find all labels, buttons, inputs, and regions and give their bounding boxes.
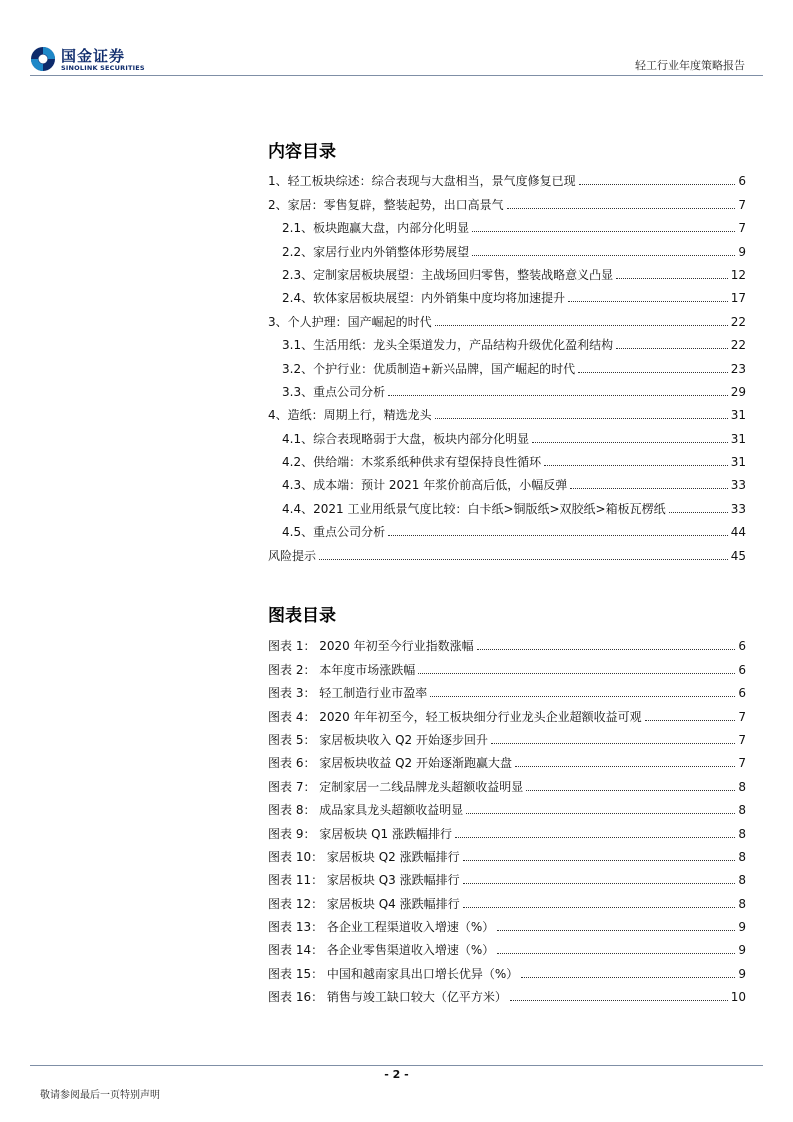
dot-leader [435,325,728,326]
contents-entry-page: 17 [730,291,746,306]
contents-entry-page: 6 [738,174,746,189]
dot-leader [579,184,736,185]
dot-leader [526,790,735,791]
figures-list [268,630,746,1004]
figure-entry[interactable] [268,934,746,957]
contents-entry[interactable] [268,516,746,539]
figure-entry-page: 9 [738,943,746,958]
figure-entry-text: 图表 1： 2020 年初至今行业指数涨幅 [268,639,474,654]
contents-entry-page: 12 [730,267,746,282]
header-divider [30,75,763,76]
figure-entry-page: 6 [738,686,746,701]
dot-leader [472,231,735,232]
figure-entry-page: 8 [738,779,746,794]
figure-entry[interactable] [268,981,746,1004]
contents-entry-page: 44 [730,525,746,540]
dot-leader [418,673,735,674]
contents-entry[interactable] [268,235,746,258]
dot-leader [515,766,735,767]
figure-entry-text: 图表 13： 各企业工程渠道收入增速（%） [268,920,495,935]
contents-title: 内容目录 [268,142,336,162]
contents-entry-page: 31 [730,455,746,470]
contents-entry-page: 45 [730,548,746,563]
contents-entry[interactable] [268,259,746,282]
contents-entry-text: 2.1、板块跑赢大盘，内部分化明显 [282,221,470,236]
contents-entry-page: 22 [730,338,746,353]
figure-entry[interactable] [268,770,746,793]
figure-entry-page: 9 [738,966,746,981]
contents-entry-page: 7 [738,221,746,236]
report-title: 轻工行业年度策略报告 [635,59,745,72]
figures-title: 图表目录 [268,606,336,626]
figure-entry-page: 6 [738,639,746,654]
dot-leader [497,953,735,954]
dot-leader [435,418,728,419]
figure-entry[interactable] [268,653,746,676]
figure-entry[interactable] [268,864,746,887]
dot-leader [507,208,736,209]
contents-entry-page: 29 [730,384,746,399]
contents-entry[interactable] [268,492,746,515]
figure-entry-text: 图表 12： 家居板块 Q4 涨跌幅排行 [268,896,460,911]
contents-entry[interactable] [268,399,746,422]
figure-entry[interactable] [268,794,746,817]
figure-entry-text: 图表 11： 家居板块 Q3 涨跌幅排行 [268,873,460,888]
contents-entry-page: 31 [730,408,746,423]
dot-leader [388,395,728,396]
contents-list [268,165,746,563]
figure-entry-text: 图表 14： 各企业零售渠道收入增速（%） [268,943,495,958]
dot-leader [455,837,735,838]
contents-entry-text: 2、家居：零售复辟，整装起势，出口高景气 [268,197,504,212]
sinolink-logo-icon [30,46,56,72]
contents-entry-page: 31 [730,431,746,446]
contents-entry-text: 4.5、重点公司分析 [282,525,386,540]
figure-entry[interactable] [268,887,746,910]
dot-leader [645,720,736,721]
figure-entry-text: 图表 2： 本年度市场涨跌幅 [268,662,416,677]
contents-entry-text: 2.2、家居行业内外销整体形势展望 [282,244,470,259]
dot-leader [463,883,736,884]
dot-leader [430,696,735,697]
figure-entry[interactable] [268,911,746,934]
figure-entry[interactable] [268,630,746,653]
figure-entry[interactable] [268,841,746,864]
figure-entry-text: 图表 15： 中国和越南家具出口增长优异（%） [268,966,519,981]
contents-entry[interactable] [268,352,746,375]
figure-entry-page: 10 [730,990,746,1005]
contents-entry-text: 3.3、重点公司分析 [282,384,386,399]
contents-entry[interactable] [268,212,746,235]
figure-entry-text: 图表 10： 家居板块 Q2 涨跌幅排行 [268,849,460,864]
dot-leader [544,465,728,466]
footer-disclaimer: 敬请参阅最后一页特别声明 [40,1090,160,1101]
figure-entry-page: 8 [738,826,746,841]
figure-entry-page: 7 [738,732,746,747]
page-number: - 2 - [384,1068,409,1081]
dot-leader [616,348,728,349]
dot-leader [568,301,728,302]
dot-leader [491,743,735,744]
dot-leader [463,860,736,861]
contents-entry-text: 4.3、成本端：预计 2021 年浆价前高后低，小幅反弹 [282,478,568,493]
contents-entry-page: 9 [738,244,746,259]
contents-entry[interactable] [268,376,746,399]
figure-entry[interactable] [268,677,746,700]
figure-entry[interactable] [268,700,746,723]
figure-entry-page: 8 [738,873,746,888]
logo-chinese-name: 国金证券 [61,47,126,65]
page-header [0,0,793,80]
figure-entry-page: 9 [738,920,746,935]
contents-entry-text: 3、个人护理：国产崛起的时代 [268,314,432,329]
contents-entry-page: 22 [730,314,746,329]
contents-entry-text: 4.1、综合表现略弱于大盘，板块内部分化明显 [282,431,530,446]
figure-entry-text: 图表 3： 轻工制造行业市盈率 [268,686,428,701]
contents-entry[interactable] [268,422,746,445]
figure-entry-text: 图表 8： 成品家具龙头超额收益明显 [268,803,464,818]
contents-entry-page: 23 [730,361,746,376]
contents-entry[interactable] [268,539,746,562]
dot-leader [616,278,728,279]
contents-entry-text: 4.2、供给端：木浆系纸种供求有望保持良性循环 [282,455,542,470]
contents-entry-text: 风险提示 [268,548,317,563]
contents-entry[interactable] [268,282,746,305]
contents-entry-text: 2.3、定制家居板块展望：主战场回归零售，整装战略意义凸显 [282,267,614,282]
contents-entry-text: 3.1、生活用纸：龙头全渠道发力，产品结构升级优化盈利结构 [282,338,614,353]
figure-entry-text: 图表 9： 家居板块 Q1 涨跌幅排行 [268,826,452,841]
contents-entry[interactable] [268,165,746,188]
contents-entry-page: 33 [730,478,746,493]
figure-entry-page: 6 [738,662,746,677]
contents-entry-page: 33 [730,501,746,516]
contents-entry-text: 1、轻工板块综述：综合表现与大盘相当，景气度修复已现 [268,174,576,189]
dot-leader [521,977,735,978]
contents-entry-page: 7 [738,197,746,212]
dot-leader [669,512,728,513]
figure-entry-text: 图表 16： 销售与竣工缺口较大（亿平方米） [268,990,507,1005]
contents-entry[interactable] [268,446,746,469]
logo-english-name: SINOLINK SECURITIES [61,64,145,72]
figure-entry-page: 8 [738,803,746,818]
figure-entry-text: 图表 5： 家居板块收入 Q2 开始逐步回升 [268,732,488,747]
footer-divider [30,1065,763,1066]
figure-entry-text: 图表 7： 定制家居一二线品牌龙头超额收益明显 [268,779,524,794]
dot-leader [472,255,735,256]
dot-leader [510,1000,728,1001]
dot-leader [388,535,728,536]
figure-entry-text: 图表 4： 2020 年年初至今，轻工板块细分行业龙头企业超额收益可观 [268,709,642,724]
contents-entry[interactable] [268,305,746,328]
contents-entry-text: 3.2、个护行业：优质制造+新兴品牌，国产崛起的时代 [282,361,576,376]
figure-entry-page: 8 [738,849,746,864]
contents-entry[interactable] [268,188,746,211]
figure-entry[interactable] [268,957,746,980]
contents-entry[interactable] [268,329,746,352]
dot-leader [319,559,728,560]
dot-leader [463,907,736,908]
figure-entry[interactable] [268,747,746,770]
figure-entry-page: 7 [738,756,746,771]
contents-entry-text: 4、造纸：周期上行，精选龙头 [268,408,432,423]
figure-entry[interactable] [268,817,746,840]
figure-entry-page: 7 [738,709,746,724]
dot-leader [570,488,727,489]
dot-leader [532,442,728,443]
company-logo [30,44,150,74]
figure-entry[interactable] [268,724,746,747]
dot-leader [497,930,735,931]
contents-entry-text: 4.4、2021 工业用纸景气度比较：白卡纸>铜版纸>双胶纸>箱板瓦楞纸 [282,501,666,516]
dot-leader [477,649,736,650]
dot-leader [466,813,735,814]
contents-entry[interactable] [268,469,746,492]
dot-leader [578,372,728,373]
contents-entry-text: 2.4、软体家居板块展望：内外销集中度均将加速提升 [282,291,566,306]
figure-entry-page: 8 [738,896,746,911]
figure-entry-text: 图表 6： 家居板块收益 Q2 开始逐渐跑赢大盘 [268,756,512,771]
